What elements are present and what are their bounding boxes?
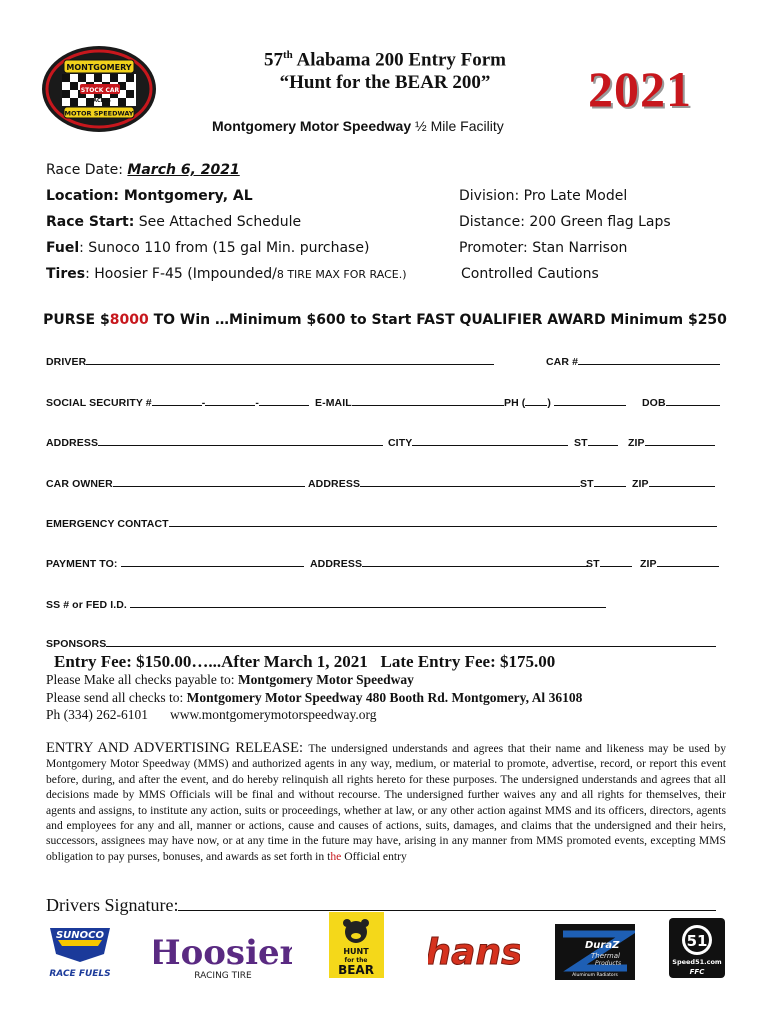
form-title: 57th Alabama 200 Entry Form [264, 49, 506, 71]
year-badge: 2021 [588, 61, 692, 117]
bear-text: BEAR [338, 963, 374, 977]
distance: Distance: 200 Green flag Laps [459, 214, 671, 230]
duraz-products-text: Products [595, 960, 622, 967]
form-subtitle: “Hunt for the BEAR 200” [279, 72, 491, 93]
duraz-thermal-logo [555, 924, 635, 980]
race-date: Race Date: March 6, 2021 [46, 162, 240, 178]
hans-logo [428, 918, 520, 978]
payment-to-field[interactable]: PAYMENT TO: [46, 554, 304, 570]
purse-line: PURSE $8000 TO Win …Minimum $600 to Start FAST QUALIFIER AWARD Minimum $250 [43, 312, 727, 328]
payment-zip-field[interactable]: ZIP [640, 554, 719, 570]
driver-field[interactable]: DRIVER [46, 352, 494, 368]
hoosier-logo [154, 930, 292, 982]
emergency-contact-field[interactable]: EMERGENCY CONTACT [46, 514, 717, 530]
sunoco-race-fuels-text: RACE FUELS [49, 969, 111, 979]
release-text: ENTRY AND ADVERTISING RELEASE: The undersigned understands and agrees that their name and likeness may be used by Montgomery Motor Speedway (MMS) and authorized agents in any way, medium, or material to promote, advertise, record, or report this event before, during, and after the event, and do hereby relinquish all rights hereto for these purposes. The undersigned understands and agrees that all decisions made by MMS Officials will be final and without recourse. The undersigned further waives any and all rights for themselves, their agents and assigns, to institute any action, suits or proceedings, whether at law, or any other action against MMS and its officers, directors, agents and employees for any and all, manner or actions, cause and causes of actions, suits, damages, and claims that the undersigned and their heirs, successors, assignees may have now, or at any time in the future may have, arising in any manner from MMS promoted events, excepting MMS obligation to pay purses, bonuses, and awards as set forth in the Official entry [46, 740, 726, 863]
owner-zip-field[interactable]: ZIP [632, 474, 715, 490]
bear-hunt-text: HUNT [343, 947, 369, 956]
owner-address-field[interactable]: ADDRESS [308, 474, 580, 490]
race-start: Race Start: See Attached Schedule [46, 214, 302, 230]
hoosier-text: Hoosier [154, 933, 292, 973]
sunoco-logo [44, 924, 116, 980]
signature-field[interactable]: Drivers Signature: [46, 895, 716, 916]
payable-line: Please Make all checks payable to: Montgomery Motor Speedway [46, 672, 414, 687]
speed51-site-text: Speed51.com [672, 958, 722, 966]
state-field[interactable]: ST [574, 433, 618, 449]
car-number-field[interactable]: CAR # [546, 352, 720, 368]
duraz-text: DuraZ [585, 940, 620, 951]
logo-text-bottom: MOTOR SPEEDWAY [64, 109, 134, 118]
division: Division: Pro Late Model [459, 188, 628, 204]
promoter: Promoter: Stan Narrison [459, 240, 628, 256]
email-field[interactable]: E-MAIL [315, 393, 504, 409]
duraz-small-text: Aluminum Radiators [572, 973, 618, 978]
payment-state-field[interactable]: ST [586, 554, 632, 570]
speed51-number: 51 [686, 932, 708, 950]
contact-line [46, 707, 376, 723]
ssn-field[interactable]: SOCIAL SECURITY # - - [46, 393, 309, 409]
dob-field[interactable]: DOB [642, 393, 720, 409]
payment-address-field[interactable]: ADDRESS [310, 554, 588, 570]
zip-field[interactable]: ZIP [628, 433, 715, 449]
phone-number: Ph (334) 262-6101 [46, 707, 148, 722]
logo-text-top: MONTGOMERY [66, 63, 132, 72]
phone-field[interactable]: PH ( ) [504, 393, 626, 409]
hunt-for-the-bear-logo [329, 912, 384, 978]
fuel: Fuel: Sunoco 110 from (15 gal Min. purchase) [46, 240, 370, 256]
speed51-logo [669, 918, 725, 978]
hans-text: hans [428, 932, 520, 973]
sunoco-text: SUNOCO [55, 930, 105, 941]
speed51-footer-text: FFC [689, 968, 705, 976]
bear-for-the-text: for the [344, 957, 368, 964]
website-link[interactable]: www.montgomerymotorspeedway.org [170, 707, 377, 722]
logo-text-small: RACING [89, 98, 111, 104]
city-field[interactable]: CITY [388, 433, 568, 449]
tires: Tires: Hoosier F-45 (Impounded/8 TIRE MAX FOR RACE.) [46, 266, 407, 282]
hoosier-racing-tire-text: RACING TIRE [194, 971, 252, 981]
car-owner-field[interactable]: CAR OWNER [46, 474, 305, 490]
sponsors-field[interactable]: SPONSORS [46, 634, 716, 650]
logo-text-mid: STOCK CAR [80, 87, 120, 94]
owner-state-field[interactable]: ST [580, 474, 626, 490]
address-field[interactable]: ADDRESS [46, 433, 383, 449]
entry-fee-line: Entry Fee: $150.00…...After March 1, 2021 Late Entry Fee: $175.00 [54, 652, 556, 671]
duraz-thermal-text: Thermal [591, 952, 620, 960]
facility-line: Montgomery Motor Speedway ½ Mile Facility [212, 118, 504, 134]
cautions: Controlled Cautions [461, 266, 599, 282]
send-checks-line: Please send all checks to: Montgomery Motor Speedway 480 Booth Rd. Montgomery, Al 36108 [46, 690, 583, 705]
ss-fed-id-field[interactable]: SS # or FED I.D. [46, 595, 606, 611]
location: Location: Montgomery, AL [46, 188, 253, 204]
